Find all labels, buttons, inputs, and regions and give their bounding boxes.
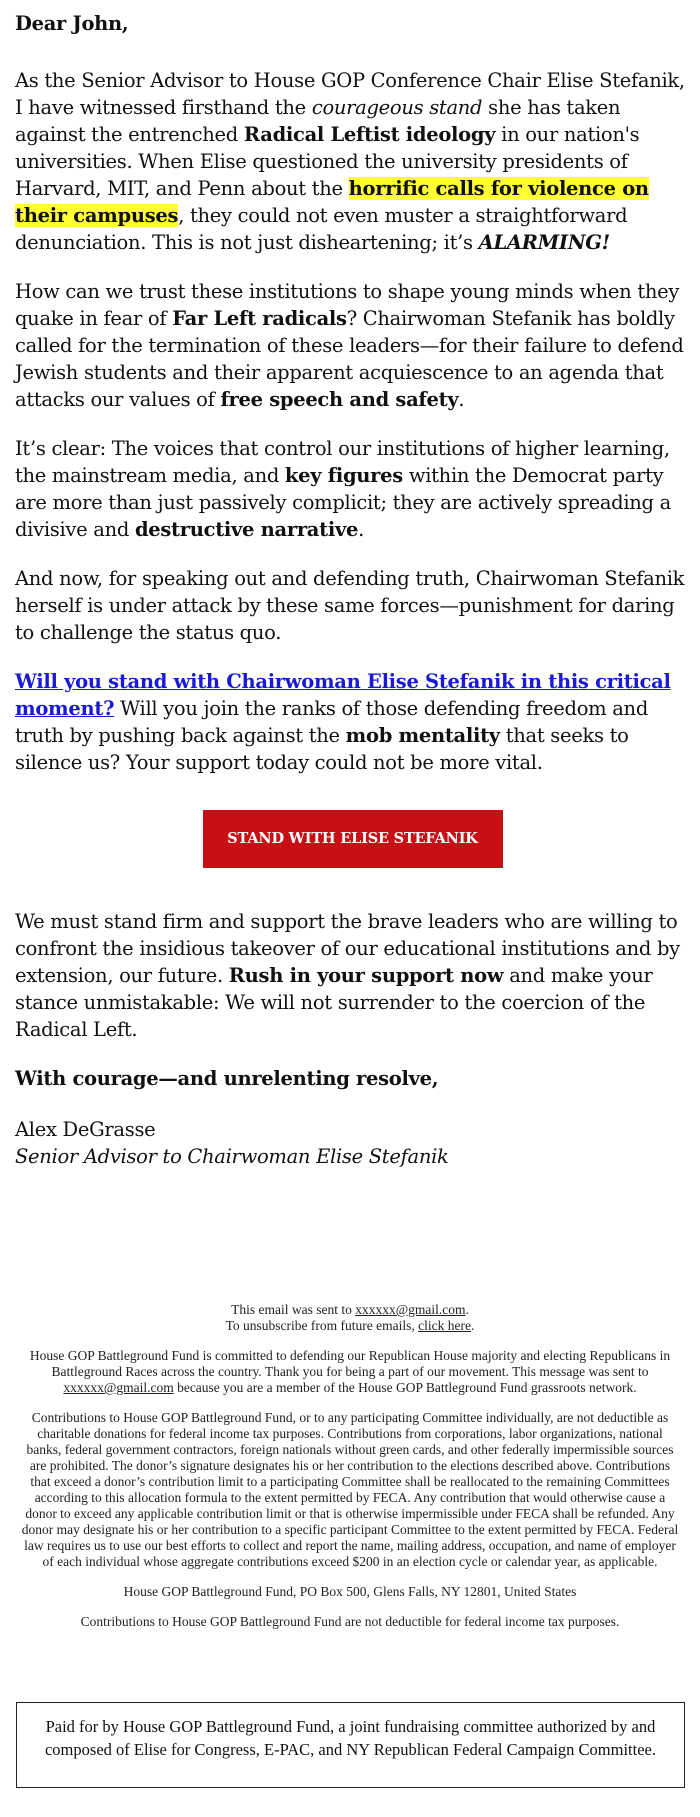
text: she has taken against the entrenched: [15, 96, 621, 146]
recipient-email-link[interactable]: xxxxxx@gmail.com: [355, 1302, 466, 1317]
text: How can we trust these institutions to shape young minds when they quake in fear of: [15, 280, 680, 330]
text: .: [458, 388, 465, 411]
text: and make your stance unmistakable: We will not surrender to the coercion of the Radical Left.: [15, 964, 653, 1041]
paragraph-3: [15, 435, 690, 543]
paragraph-2: [15, 278, 690, 413]
greeting: Dear John,: [15, 12, 129, 35]
emphasis: courageous stand: [311, 96, 483, 119]
bold-text: Far Left radicals: [172, 307, 347, 330]
text: It’s clear: The voices that control our institutions of higher learning, the mainstream media, and: [15, 437, 670, 487]
paragraph-1: [15, 67, 690, 256]
text: House GOP Battleground Fund is committed to defending our Republican House majority and electing Republicans in Battleground Races across the country. Thank you for being a part of our movement. This message was sent to: [29, 1348, 671, 1379]
unsubscribe-link[interactable]: click here: [418, 1318, 471, 1333]
bold-italic-text: ALARMING!: [478, 231, 610, 254]
text: As the Senior Advisor to House GOP Conference Chair Elise Stefanik, I have witnessed firsthand the: [15, 69, 685, 119]
legal-disclaimer: Contributions to House GOP Battleground Fund, or to any participating Committee individually, are not deductible as charitable donations for federal income tax purposes. Contributions from corporations, labor organizations, national banks, federal government contractors, foreign nationals without green cards, and other federally impermissible sources are prohibited. The donor’s signature designates his or her contribution to the elections described above. Contributions that exceed a donor’s contribution limit to a participating Committee shall be reallocated to the remaining Committees according to this allocation formula to the extent permitted by FECA. Any contribution that would otherwise cause a donor to exceed any applicable contribution limit or that is otherwise impermissible under FECA shall be refunded. Any donor may designate his or her contribution to a specific participant Committee to the extent permitted by FECA. Federal law requires us to use our best efforts to collect and report the name, mailing address, occupation, and name of employer of each individual whose aggregate contributions exceed $200 in an election cycle or calendar year, as applicable.: [21, 1410, 679, 1569]
paragraph-6: [15, 908, 690, 1043]
closing: [15, 1065, 690, 1092]
bold-text: key figures: [284, 464, 403, 487]
bold-text: Radical Leftist ideology: [243, 123, 496, 146]
stand-with-elise-button[interactable]: STAND WITH ELISE STEFANIK: [203, 810, 503, 868]
text: .: [358, 518, 364, 541]
closing-text: With courage—and unrelenting resolve,: [15, 1067, 439, 1090]
signature: [15, 1116, 690, 1170]
text: Will you join the ranks of those defending freedom and truth by pushing back against the: [15, 697, 648, 747]
mailing-address: House GOP Battleground Fund, PO Box 500, Glens Falls, NY 12801, United States: [123, 1584, 577, 1599]
highlighted-text: horrific calls for violence on their campuses: [15, 177, 649, 227]
text: that seeks to silence us? Your support today could not be more vital.: [15, 724, 629, 774]
tax-note: Contributions to House GOP Battleground Fund are not deductible for federal income tax purposes.: [80, 1614, 620, 1629]
paragraph-4: And now, for speaking out and defending truth, Chairwoman Stefanik herself is under attack by these same forces—punishment for daring to challenge the status quo.: [15, 567, 685, 644]
stand-with-stefanik-link[interactable]: Will you stand with Chairwoman Elise Stefanik in this critical moment?: [15, 670, 671, 720]
paragraph-5: [15, 668, 690, 776]
text: in our nation's universities. When Elise questioned the university presidents of Harvard, MIT, and Penn about the: [15, 123, 640, 200]
email-body: [15, 10, 690, 1170]
bold-text: destructive narrative: [134, 518, 359, 541]
footer: [20, 1302, 680, 1644]
text: , they could not even muster a straightforward denunciation. This is not just disheartening; it’s: [15, 204, 628, 254]
text: We must stand firm and support the brave leaders who are willing to confront the insidious takeover of our educational institutions and by extension, our future.: [15, 910, 680, 987]
sent-to-notice: [20, 1302, 680, 1334]
text: .: [470, 1318, 475, 1333]
signer-name: Alex DeGrasse: [15, 1118, 156, 1141]
text: within the Democrat party are more than just passively complicit; they are actively spreading a divisive and: [15, 464, 671, 541]
bold-text: free speech and safety: [220, 388, 459, 411]
paid-for-text: Paid for by House GOP Battleground Fund, a joint fundraising committee authorized by and composed of Elise for Congress, E-PAC, and NY Republican Federal Campaign Committee.: [44, 1717, 656, 1759]
paid-for-disclaimer: [16, 1702, 685, 1788]
bold-text: Rush in your support now: [228, 964, 504, 987]
about-notice: [20, 1348, 680, 1396]
signer-title: [15, 1143, 690, 1170]
text: To unsubscribe from future emails,: [225, 1318, 419, 1333]
cta-container: [15, 810, 690, 868]
signer-title-text: Senior Advisor to Chairwoman Elise Stefanik: [15, 1145, 449, 1168]
text: This email was sent to: [231, 1302, 356, 1317]
bold-text: mob mentality: [345, 724, 500, 747]
text: because you are a member of the House GOP Battleground Fund grassroots network.: [173, 1380, 637, 1395]
text: ? Chairwoman Stefanik has boldly called for the termination of these leaders—for their failure to defend Jewish students and their apparent acquiescence to an agenda that attacks our values of: [15, 307, 684, 411]
recipient-email-link[interactable]: xxxxxx@gmail.com: [63, 1380, 174, 1395]
text: .: [465, 1302, 469, 1317]
